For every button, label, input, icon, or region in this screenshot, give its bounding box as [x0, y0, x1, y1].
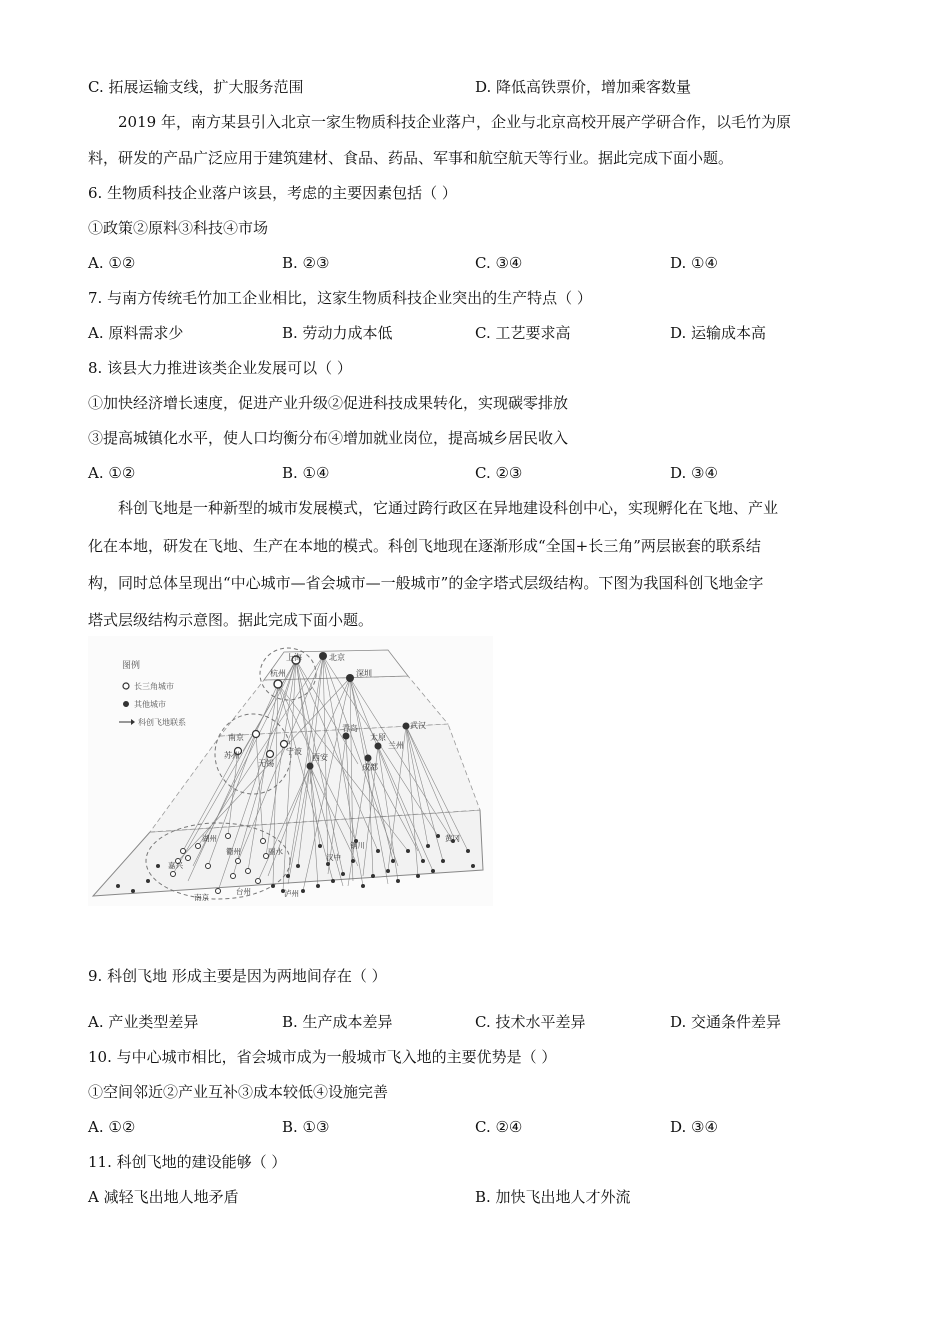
label-hanzhong: 汉中	[326, 853, 341, 862]
q6-stem: 6. 生物质科技企业落户该县，考虑的主要因素包括（ ）	[88, 184, 457, 202]
label-huanggang: 黄冈	[445, 834, 460, 843]
label-nanjing-top: 南京	[228, 733, 244, 742]
label-taiyuan: 太原	[370, 733, 386, 742]
q10-items: ①空间邻近②产业互补③成本较低④设施完善	[88, 1083, 389, 1101]
q7-option-a: A. 原料需求少	[88, 324, 184, 342]
legend-yrd-marker	[123, 683, 129, 689]
q7-option-b: B. 劳动力成本低	[282, 324, 393, 342]
passage1-line1: 2019 年，南方某县引入北京一家生物质科技企业落户，企业与北京高校开展产学研合作，以毛竹为原	[118, 113, 791, 131]
q8-option-a: A. ①②	[88, 464, 136, 482]
pyramid-diagram	[88, 636, 493, 906]
q6-option-c: C. ③④	[475, 254, 523, 272]
q8-items-1: ①加快经济增长速度，促进产业升级②促进科技成果转化，实现碳零排放	[88, 394, 569, 412]
q9-stem: 9. 科创飞地 形成主要是因为两地间存在（ ）	[88, 967, 387, 985]
label-luzhou: 泸州	[284, 889, 299, 898]
label-lanzhou: 兰州	[388, 741, 404, 750]
q10-option-c: C. ②④	[475, 1118, 523, 1136]
legend-other: 其他城市	[134, 700, 166, 709]
q9-option-d: D. 交通条件差异	[670, 1013, 782, 1031]
q6-option-a: A. ①②	[88, 254, 136, 272]
q7-stem: 7. 与南方传统毛竹加工企业相比，这家生物质科技企业突出的生产特点（ ）	[88, 289, 592, 307]
q10-option-b: B. ①③	[282, 1118, 330, 1136]
legend-yrd: 长三角城市	[134, 682, 174, 691]
label-nanjing: 南京	[194, 893, 209, 902]
passage1-line2: 料，研发的产品广泛应用于建筑建材、食品、药品、军事和航空航天等行业。据此完成下面小题。	[88, 149, 734, 167]
q11-stem: 11. 科创飞地的建设能够（ ）	[88, 1153, 287, 1171]
label-huzhou: 湖州	[202, 834, 217, 843]
q10-stem: 10. 与中心城市相比，省会城市成为一般城市飞入地的主要优势是（ ）	[88, 1048, 557, 1066]
label-wuxi: 无锡	[258, 759, 274, 768]
legend-link: 科创飞地联系	[138, 718, 186, 727]
q11-option-b: B. 加快飞出地人才外流	[475, 1188, 631, 1206]
q8-stem: 8. 该县大力推进该类企业发展可以（ ）	[88, 359, 352, 377]
q5-option-d: D. 降低高铁票价，增加乘客数量	[475, 78, 692, 96]
pyramid-svg	[88, 636, 493, 906]
label-quzhou: 衢州	[226, 847, 241, 856]
passage2-line1: 科创飞地是一种新型的城市发展模式，它通过跨行政区在异地建设科创中心，实现孵化在飞地、产业	[118, 499, 779, 517]
q10-option-d: D. ③④	[670, 1118, 718, 1136]
label-taizhou: 台州	[236, 887, 251, 896]
passage2-line2: 化在本地，研发在飞地、生产在本地的模式。科创飞地现在逐渐形成“全国+长三角”两层嵌套的联系结	[88, 537, 761, 555]
q9-option-b: B. 生产成本差异	[282, 1013, 393, 1031]
q6-option-b: B. ②③	[282, 254, 330, 272]
label-qingdao: 青岛	[342, 724, 358, 733]
q7-option-c: C. 工艺要求高	[475, 324, 571, 342]
label-hangzhou: 杭州	[270, 669, 286, 678]
q9-option-a: A. 产业类型差异	[88, 1013, 199, 1031]
q8-items-2: ③提高城镇化水平，使人口均衡分布④增加就业岗位，提高城乡居民收入	[88, 429, 569, 447]
label-tongchuan: 铜川	[350, 841, 365, 850]
legend-other-marker	[123, 701, 129, 707]
label-ningbo: 宁波	[286, 747, 302, 756]
label-lishui: 丽水	[268, 847, 283, 856]
q6-option-d: D. ①④	[670, 254, 718, 272]
label-beijing: 北京	[329, 653, 345, 662]
label-shanghai: 上海	[286, 653, 302, 662]
label-suzhou: 苏州	[224, 751, 240, 760]
q9-option-c: C. 技术水平差异	[475, 1013, 586, 1031]
passage2-line3: 构，同时总体呈现出“中心城市—省会城市—一般城市”的金字塔式层级结构。下图为我国科创飞地金字	[88, 574, 764, 592]
label-xian: 西安	[312, 753, 328, 762]
q7-option-d: D. 运输成本高	[670, 324, 767, 342]
q11-option-a: A 减轻飞出地人地矛盾	[88, 1188, 239, 1206]
q8-option-b: B. ①④	[282, 464, 330, 482]
passage2-line4: 塔式层级结构示意图。据此完成下面小题。	[88, 611, 374, 629]
label-shenzhen: 深圳	[356, 669, 372, 678]
legend-title: 图例	[122, 661, 141, 671]
q10-option-a: A. ①②	[88, 1118, 136, 1136]
label-wuhan: 武汉	[410, 721, 426, 730]
q5-option-c: C. 拓展运输支线，扩大服务范围	[88, 78, 304, 96]
q8-option-d: D. ③④	[670, 464, 718, 482]
q6-items: ①政策②原料③科技④市场	[88, 219, 269, 237]
label-chengdu: 成都	[362, 763, 378, 772]
label-jiaxing: 嘉兴	[168, 861, 183, 870]
q8-option-c: C. ②③	[475, 464, 523, 482]
